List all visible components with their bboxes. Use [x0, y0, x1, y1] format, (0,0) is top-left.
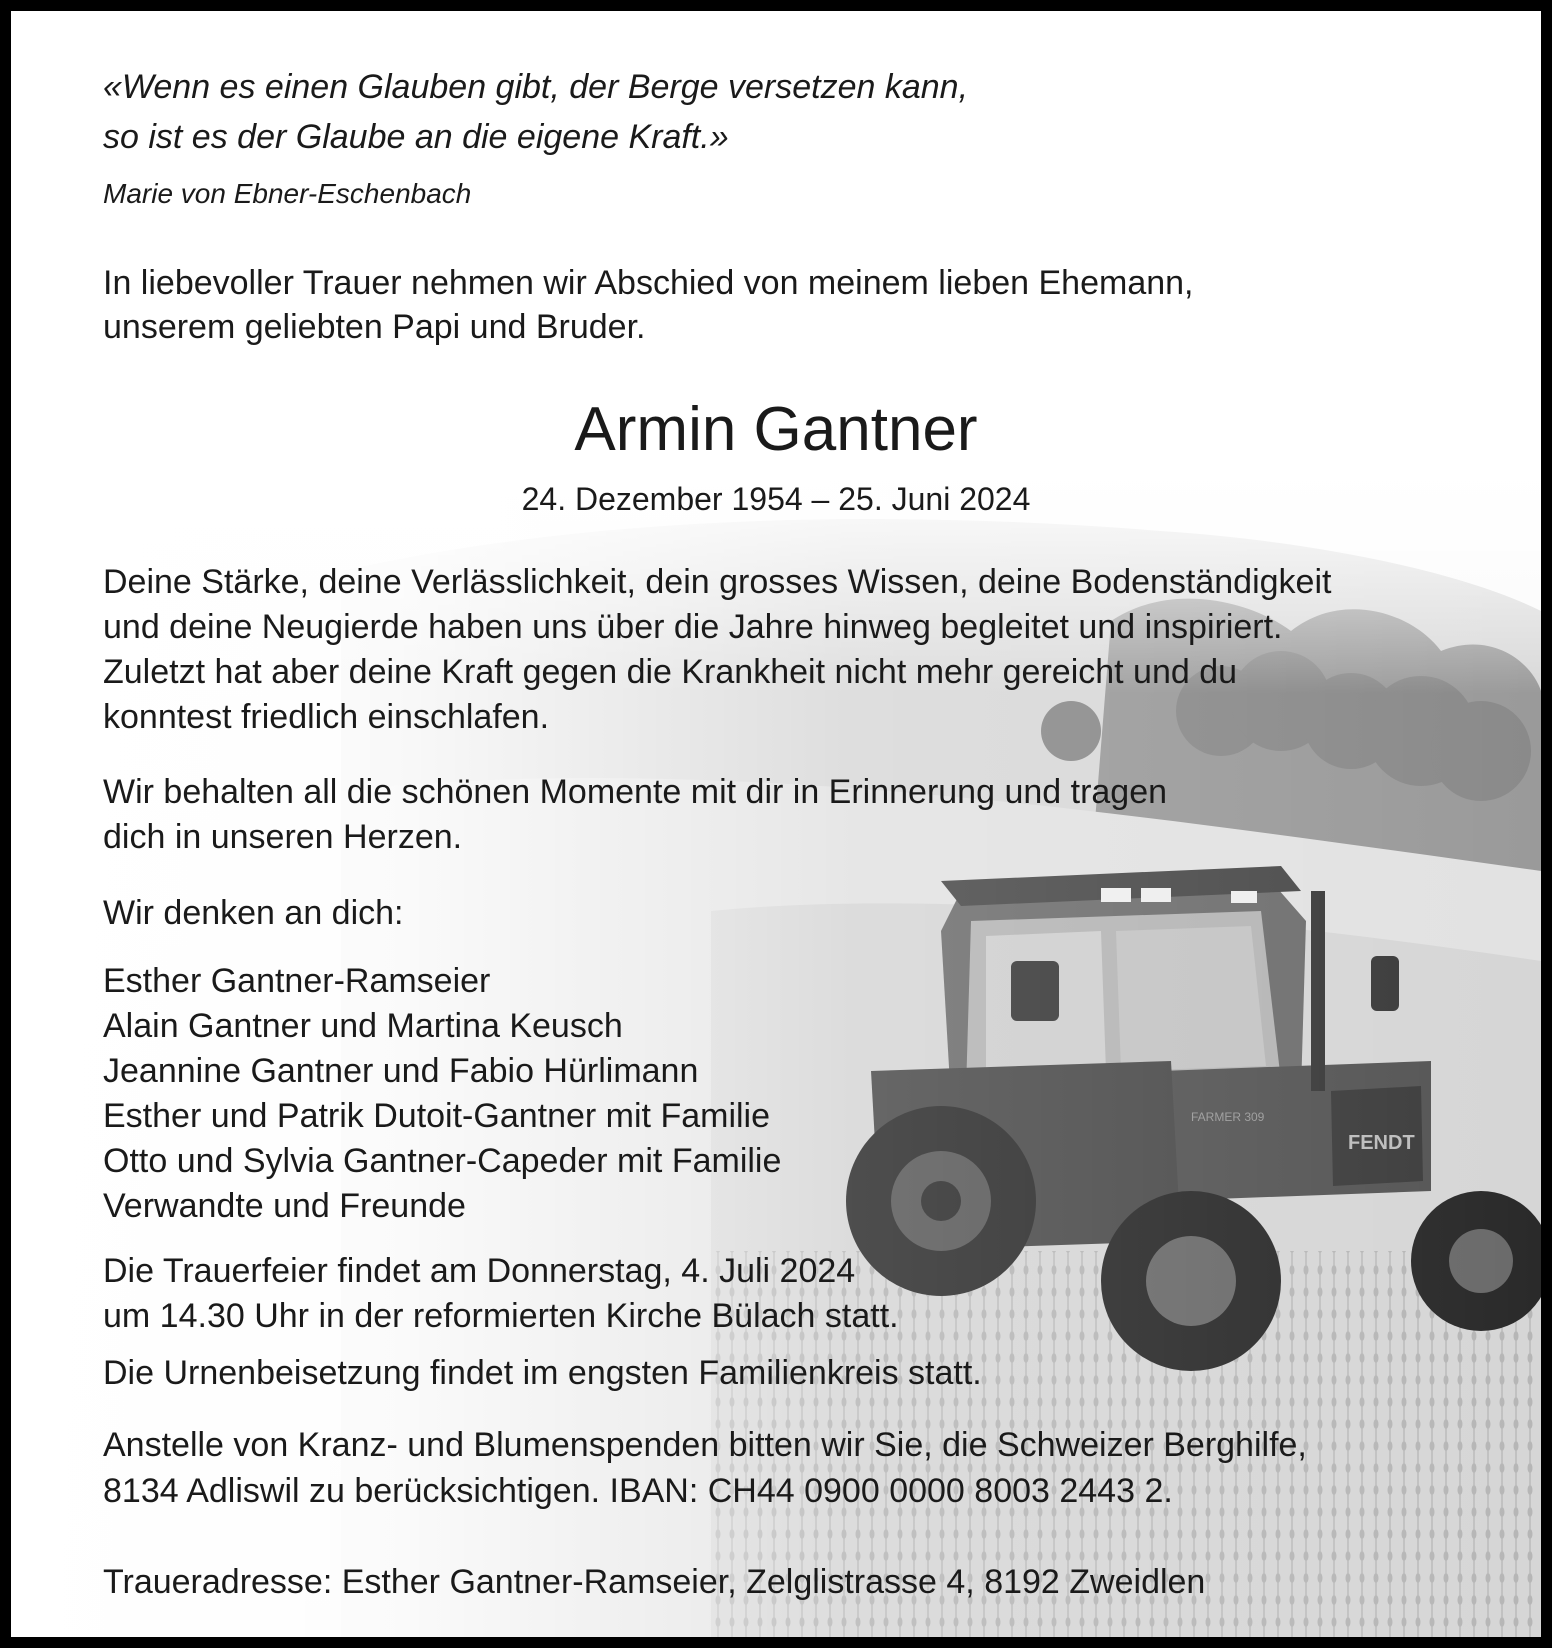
service-line-1: Die Trauerfeier findet am Donnerstag, 4. Juli 2024	[103, 1252, 856, 1290]
quote-line-2: so ist es der Glaube an die eigene Kraft.»	[103, 118, 729, 156]
tribute2-line-2: dich in unseren Herzen.	[103, 818, 463, 856]
urn-burial-note: Die Urnenbeisetzung findet im engsten Familienkreis statt.	[103, 1354, 982, 1392]
mourners-list	[103, 959, 781, 1229]
deceased-name: Armin Gantner	[574, 395, 978, 464]
mourners-heading: Wir denken an dich:	[103, 894, 404, 932]
mourner-name: Otto und Sylvia Gantner-Capeder mit Familie	[103, 1142, 782, 1180]
mourner-name: Alain Gantner und Martina Keusch	[103, 1007, 623, 1045]
intro-line-1: In liebevoller Trauer nehmen wir Abschied von meinem lieben Ehemann,	[103, 264, 1194, 302]
tribute2-line-1: Wir behalten all die schönen Momente mit dir in Erinnerung und tragen	[103, 773, 1168, 811]
mourner-name: Jeannine Gantner und Fabio Hürlimann	[103, 1052, 699, 1090]
mourner-name: Esther Gantner-Ramseier	[103, 962, 491, 1000]
tribute-line-3: Zuletzt hat aber deine Kraft gegen die Krankheit nicht mehr gereicht und du	[103, 653, 1238, 691]
mourning-address: Traueradresse: Esther Gantner-Ramseier, Zelglistrasse 4, 8192 Zweidlen	[103, 1563, 1206, 1601]
intro-line-2: unserem geliebten Papi und Bruder.	[103, 308, 646, 346]
donation-line-1: Anstelle von Kranz- und Blumenspenden bitten wir Sie, die Schweizer Berghilfe,	[103, 1426, 1307, 1464]
quote-line-1: «Wenn es einen Glauben gibt, der Berge versetzen kann,	[103, 68, 969, 106]
tribute-line-2: und deine Neugierde haben uns über die Jahre hinweg begleitet und inspiriert.	[103, 608, 1283, 646]
quote-author: Marie von Ebner-Eschenbach	[103, 178, 472, 209]
mourner-name: Verwandte und Freunde	[103, 1187, 466, 1225]
service-line-2: um 14.30 Uhr in der reformierten Kirche Bülach statt.	[103, 1297, 899, 1335]
obituary-text	[11, 11, 1541, 1637]
life-dates: 24. Dezember 1954 – 25. Juni 2024	[521, 481, 1031, 517]
tribute-line-4: konntest friedlich einschlafen.	[103, 698, 550, 736]
donation-line-2: 8134 Adliswil zu berücksichtigen. IBAN: CH44 0900 0000 8003 2443 2.	[103, 1472, 1173, 1510]
tribute-line-1: Deine Stärke, deine Verlässlichkeit, dein grosses Wissen, deine Bodenständigkeit	[103, 563, 1332, 601]
mourner-name: Esther und Patrik Dutoit-Gantner mit Familie	[103, 1097, 771, 1135]
